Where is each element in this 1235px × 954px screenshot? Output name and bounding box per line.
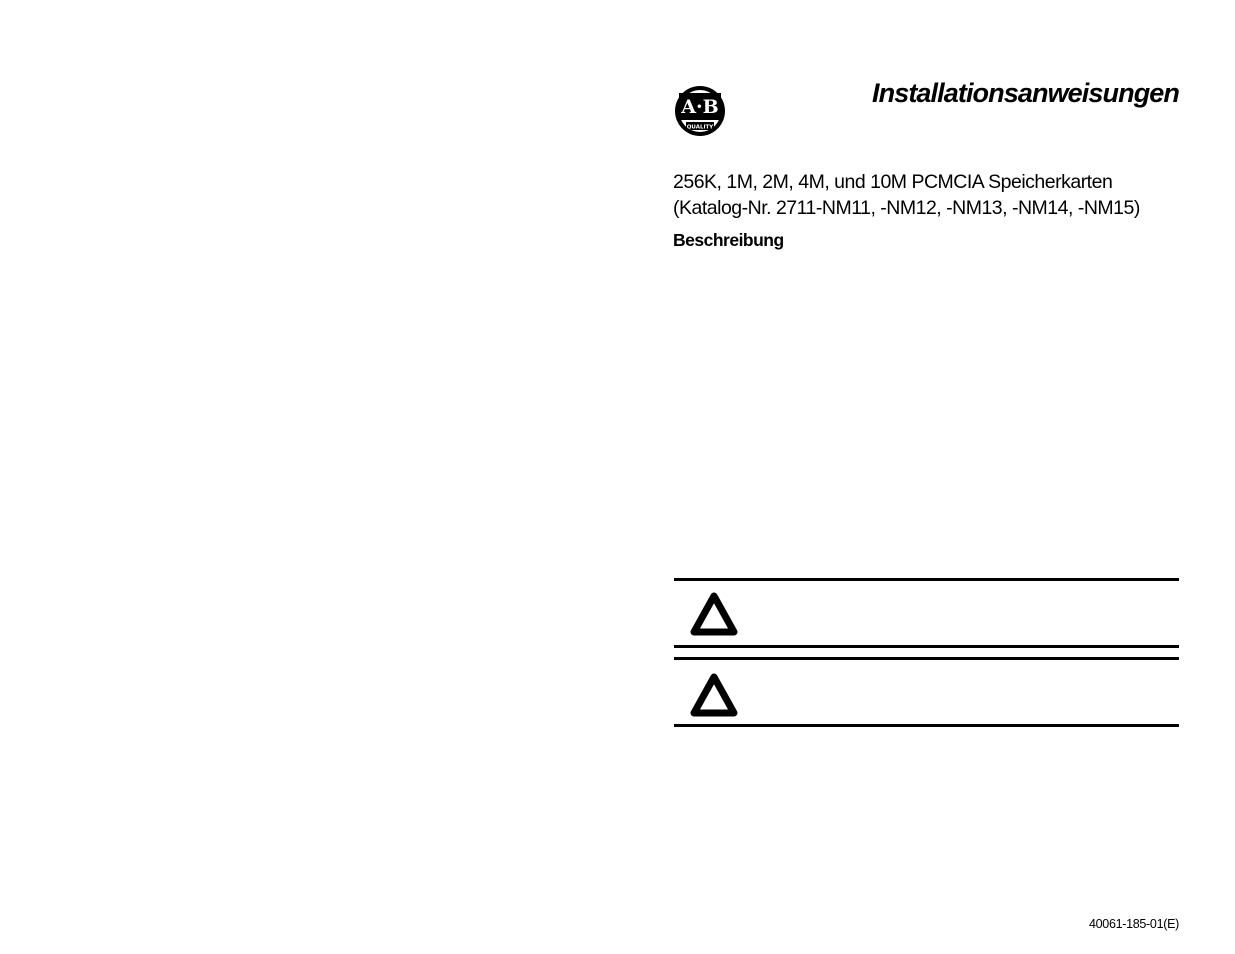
warning-triangle-icon bbox=[688, 590, 740, 638]
document-number: 40061-185-01(E) bbox=[1088, 917, 1179, 931]
notice-bottom-rule bbox=[674, 645, 1179, 648]
product-description: 256K, 1M, 2M, 4M, und 10M PCMCIA Speicherkarten bbox=[673, 171, 1113, 193]
warning-triangle-icon bbox=[688, 671, 740, 719]
notice-bottom-rule bbox=[674, 724, 1179, 727]
allen-bradley-logo bbox=[673, 84, 727, 138]
svg-text:QUALITY: QUALITY bbox=[686, 124, 714, 131]
section-heading-description: Beschreibung bbox=[673, 230, 784, 250]
catalog-numbers: (Katalog-Nr. 2711-NM11, -NM12, -NM13, -NM14, -NM15) bbox=[673, 197, 1140, 219]
document-title: Installationsanweisungen bbox=[872, 78, 1179, 108]
notice-top-rule bbox=[674, 657, 1179, 660]
notice-top-rule bbox=[674, 578, 1179, 581]
svg-text:A·B: A·B bbox=[681, 96, 719, 118]
